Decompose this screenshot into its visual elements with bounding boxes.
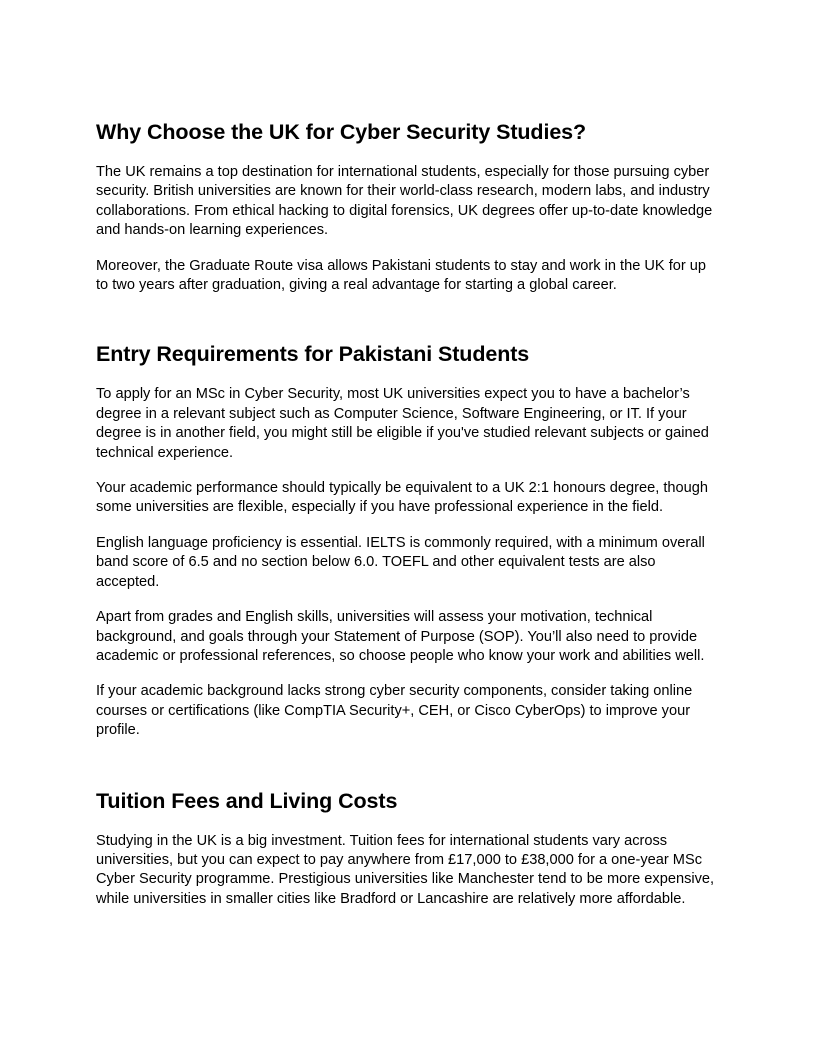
section-heading: Tuition Fees and Living Costs: [96, 788, 398, 813]
document-page: [96, 118, 720, 909]
paragraph: To apply for an MSc in Cyber Security, most UK universities expect you to have a bachelor’s degree in a relevant subject such as Computer Science, Software Engineering, or IT. If your degree is in another field, you might still be eligible if you've studied relevant subjects or gained technical experience.: [96, 386, 709, 461]
paragraph: If your academic background lacks strong cyber security components, consider taking online courses or certifications (like CompTIA Security+, CEH, or Cisco CyberOps) to improve your profile.: [96, 683, 693, 739]
section-heading: Why Choose the UK for Cyber Security Studies?: [96, 120, 587, 144]
section-tuition-fees: [96, 787, 720, 910]
section-why-choose-uk: [96, 118, 720, 295]
paragraph: Studying in the UK is a big investment. Tuition fees for international students vary across universities, but you can expect to pay anywhere from £17,000 to £38,000 for a one-year MSc Cyber Security programme. Prestigious universities like Manchester tend to be more expensive, while universities in smaller cities like Bradford or Lancashire are relatively more affordable.: [96, 832, 715, 907]
section-heading: Entry Requirements for Pakistani Students: [96, 342, 530, 367]
paragraph: English language proficiency is essential. IELTS is commonly required, with a minimum overall band score of 6.5 and no section below 6.0. TOEFL and other equivalent tests are also accepted.: [96, 534, 705, 590]
paragraph: Your academic performance should typically be equivalent to a UK 2:1 honours degree, though some universities are flexible, especially if you have professional experience in the field.: [96, 480, 708, 516]
paragraph: The UK remains a top destination for international students, especially for those pursuing cyber security. British universities are known for their world-class research, modern labs, and industry collaborations. From ethical hacking to digital forensics, UK degrees offer up-to-date knowledge and hands-on learning experiences.: [96, 164, 713, 239]
section-entry-requirements: [96, 340, 720, 740]
paragraph: Apart from grades and English skills, universities will assess your motivation, technical background, and goals through your Statement of Purpose (SOP). You’ll also need to provide academic or professional references, so choose people who know your work and abilities well.: [96, 609, 705, 664]
paragraph: Moreover, the Graduate Route visa allows Pakistani students to stay and work in the UK for up to two years after graduation, giving a real advantage for starting a global career.: [96, 257, 707, 294]
